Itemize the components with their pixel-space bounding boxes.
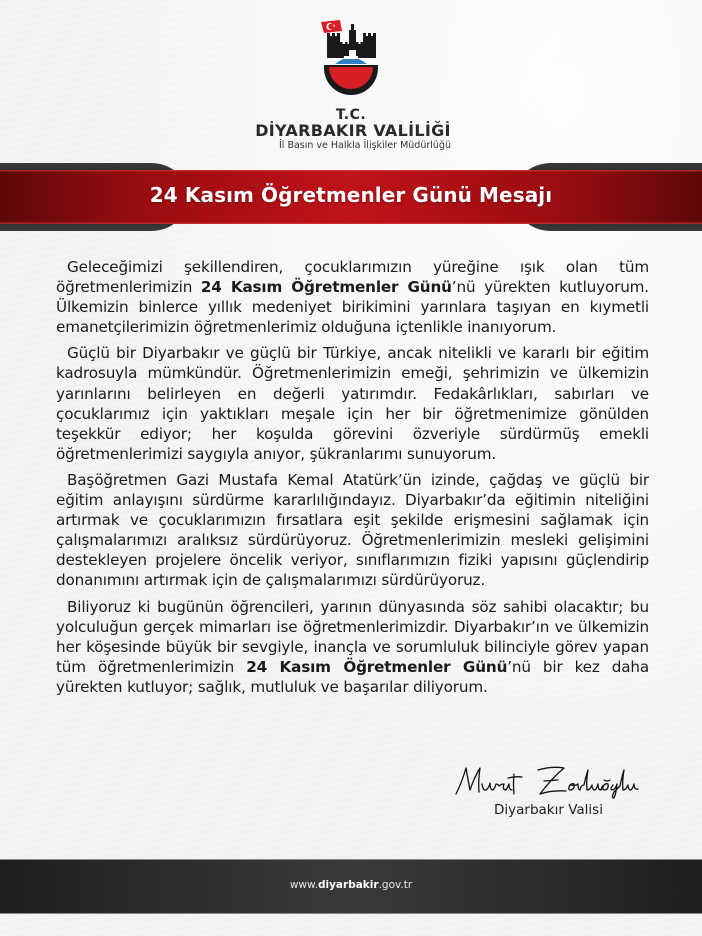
organization-name: DİYARBAKIR VALİLİĞİ [255,121,451,140]
url-suffix: .gov.tr [378,879,413,891]
paragraph-text: ’nü bir kez daha yürekten kutluyor; sağlık, mutluluk ve başarılar diliyorum. [56,657,649,696]
message-body [56,257,649,703]
paragraph-text: Geleceğimizi şekillendiren, çocuklarımızın yüreğine ışık olan tüm öğretmenlerimizin [56,258,649,297]
url-domain: diyarbakir [317,879,379,891]
paragraph-text: Başöğretmen Gazi Mustafa Kemal Atatürk’ün izinde, çağdaş ve güçlü bir eğitim anlayışını sürdürme kararlılığındayız. Diyarbakır’da eğitimin niteliğini artırmak ve çocuklarımızın fırsatlara eşit şekilde erişmesini sağlamak için çalışmalarımızı aralıksız sürdürüyoruz. Öğretmenlerimizin mesleki gelişimini destekleyen projelere öncelik veriyor, sınıflarımızın fiziki yapısını güçlendirip donanımını artırmak için de çalışmalarımızı sürdürüyoruz. [56,470,649,590]
message-paragraph [56,257,649,337]
highlighted-phrase: 24 Kasım Öğretmenler Günü [200,278,452,297]
diyarbakir-governorship-logo [318,18,384,100]
paragraph-text: ’nü yürekten kutluyorum. Ülkemizin binlerce yıllık medeniyet birikimini yarınlara taşıyan en kıymetli emanetçilerimizin öğretmenlerimiz olduğuna içtenlikle inanıyorum. [56,278,649,337]
signature [452,760,662,800]
paragraph-text: Güçlü bir Diyarbakır ve güçlü bir Türkiye, ancak nitelikli ve kararlı bir eğitim kadrosuyla mümkündür. Öğretmenlerimizin emeği, şehrimizin ve ülkemizin yarınlarını belirleyen en değerli yatırımdır. Fedakârlıkları, sabırları ve çocuklarımız için yaktıkları meşale için her bir öğretmenimize gönülden teşekkür ediyor; her koşulda görevini özveriyle sürdürmüş emekli öğretmenlerimizi saygıyla anıyor, şükranlarımı sunuyorum. [56,344,649,463]
message-paragraph [56,597,649,697]
message-paragraph [56,470,649,591]
highlighted-phrase: 24 Kasım Öğretmenler Günü [246,657,508,676]
republic-label: T.C. [335,107,367,123]
signer-title: Diyarbakır Valisi [494,802,603,818]
paragraph-text: Biliyoruz ki bugünün öğrencileri, yarının dünyasında söz sahibi olacaktır; bu yolculuğun gerçek mimarları ise öğretmenlerimizdir. Diyarbakır’ın ve ülkemizin her köşesinde büyük bir sevgiyle, inançla ve sorumluluk bilinciyle görev yapan tüm öğretmenlerimizin [56,597,649,676]
url-prefix: www. [289,879,318,891]
turkish-flag-icon [321,20,342,33]
page-title: 24 Kasım Öğretmenler Günü Mesajı [149,183,553,207]
footer-bar [0,859,702,914]
department-name: İl Basın ve Halkla İlişkiler Müdürlüğü [279,140,451,151]
message-paragraph [56,343,649,464]
website-link[interactable] [0,879,702,891]
